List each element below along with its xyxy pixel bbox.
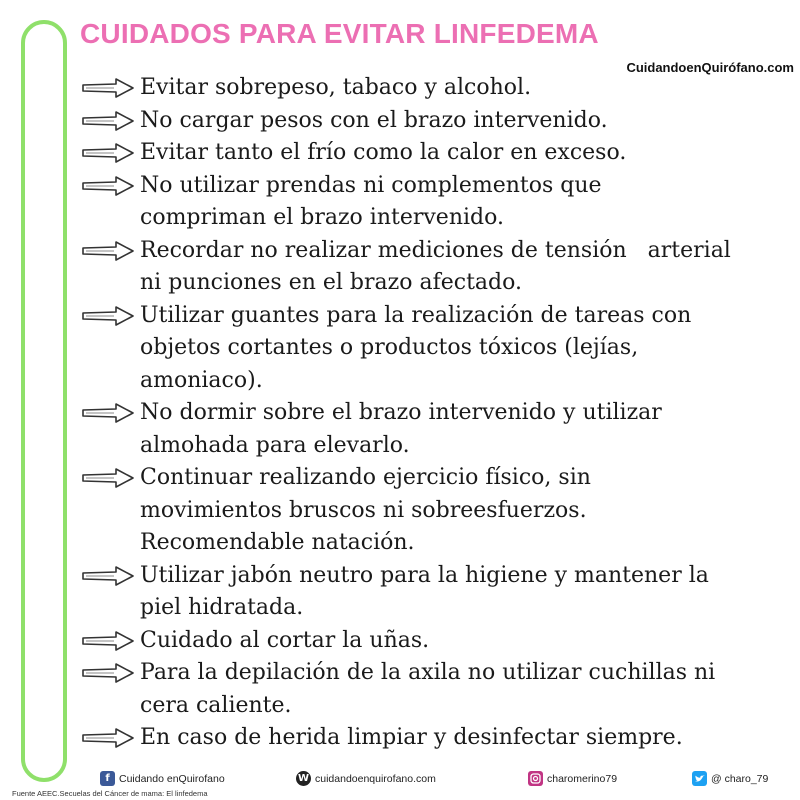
item-text: En caso de herida limpiar y desinfectar siempre.: [140, 725, 683, 750]
twitter-link[interactable]: [692, 771, 768, 786]
arrow-icon: [80, 467, 136, 489]
arrow-icon: [80, 175, 136, 197]
list-item: [80, 137, 795, 170]
list-item: [80, 235, 795, 300]
list-item: [80, 300, 795, 398]
list-item: [80, 657, 795, 722]
page-title: CUIDADOS PARA EVITAR LINFEDEMA: [80, 18, 599, 49]
item-text: No dormir sobre el brazo intervenido y utilizar almohada para elevarlo.: [140, 400, 662, 458]
wordpress-icon: W: [297, 773, 310, 784]
item-text: No utilizar prendas ni complementos que compriman el brazo intervenido.: [140, 172, 602, 230]
list-item: [80, 170, 795, 235]
arrow-icon: [80, 727, 136, 749]
list-item: [80, 105, 795, 138]
arrow-icon: [80, 630, 136, 652]
list-item: [80, 462, 795, 560]
arrow-icon: [80, 110, 136, 132]
site-url: CuidandoenQuirófano.com: [626, 60, 794, 75]
facebook-label: Cuidando enQuirofano: [119, 772, 225, 785]
arrow-icon: [80, 77, 136, 99]
list-item: [80, 72, 795, 105]
instagram-label: charomerino79: [547, 772, 618, 785]
facebook-link[interactable]: [100, 771, 225, 786]
instagram-link[interactable]: [528, 771, 617, 786]
list-item: [80, 397, 795, 462]
item-text: Continuar realizando ejercicio físico, sin movimientos bruscos ni sobreesfuerzos. Recomendable natación.: [140, 465, 591, 555]
arrow-icon: [80, 305, 136, 327]
arrow-icon: [80, 142, 136, 164]
item-text: Cuidado al cortar la uñas.: [140, 627, 430, 653]
instagram-icon: [528, 771, 543, 786]
list-item: [80, 625, 795, 658]
list-item: [80, 722, 795, 755]
care-list: [80, 72, 795, 755]
green-side-bar: [21, 20, 67, 782]
item-text: Utilizar guantes para la realización de tareas con objetos cortantes o productos tóxicos (lejías, amoniaco).: [140, 302, 692, 393]
list-item: [80, 560, 795, 625]
source-note: Fuente AEEC.Secuelas del Cáncer de mama: El linfedema: [12, 789, 208, 798]
item-text: Evitar tanto el frío como la calor en exceso.: [140, 140, 627, 165]
arrow-icon: [80, 402, 136, 424]
wordpress-label: cuidandoenquirofano.com: [315, 772, 436, 785]
item-text: Recordar no realizar mediciones de tensión arterial ni punciones en el brazo afectado.: [140, 237, 731, 295]
twitter-icon: [692, 771, 707, 786]
twitter-label: @ charo_79: [711, 772, 769, 785]
item-text: Para la depilación de la axila no utilizar cuchillas ni cera caliente.: [140, 660, 716, 718]
facebook-icon: f: [100, 771, 115, 786]
wordpress-link[interactable]: [296, 771, 436, 786]
arrow-icon: [80, 240, 136, 262]
arrow-icon: [80, 565, 136, 587]
item-text: No cargar pesos con el brazo intervenido.: [140, 107, 608, 133]
item-text: Evitar sobrepeso, tabaco y alcohol.: [140, 75, 532, 100]
arrow-icon: [80, 662, 136, 684]
item-text: Utilizar jabón neutro para la higiene y mantener la piel hidratada.: [140, 562, 709, 620]
